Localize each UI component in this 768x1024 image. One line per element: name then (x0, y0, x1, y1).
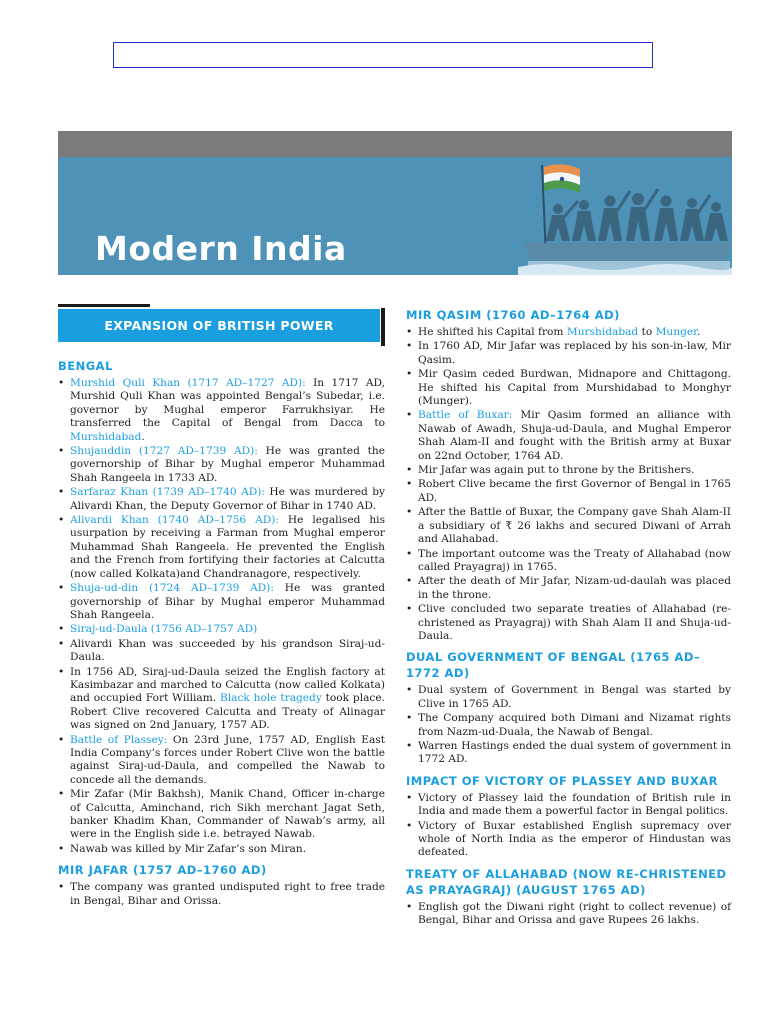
highlighted-term: Siraj-ud-Daula (1756 AD–1757 AD) (70, 623, 258, 636)
highlighted-term: Battle of Plassey: (70, 733, 168, 746)
bullet-text: Mir Qasim ceded Burdwan, Midnapore and Chittagong. He shifted his Capital from Murshidabad to Monghyr (Munger). (418, 368, 731, 408)
bullet-text: He shifted his Capital from (418, 326, 567, 338)
bullet-text: The important outcome was the Treaty of Allahabad (now called Prayagraj) in 1765. (418, 547, 731, 573)
bullet-text: English got the Diwani right (right to collect revenue) of Bengal, Bihar and Orissa and gave Rupees 26 lakhs. (418, 900, 731, 927)
highlighted-term: Battle of Buxar: (418, 409, 513, 422)
bullet-item (406, 792, 731, 819)
bullet-item (58, 881, 385, 908)
highlighted-term: Shujauddin (1727 AD–1739 AD): (70, 445, 258, 458)
bullet-text: Nawab was killed by Mir Zafar’s son Miran. (70, 842, 307, 855)
highlighted-term: Murshidabad (70, 430, 142, 443)
bullet-list (58, 377, 385, 856)
chapter-header (58, 157, 732, 275)
bullet-item (406, 326, 731, 339)
bullet-item (58, 377, 385, 444)
right-column (406, 301, 731, 929)
bullet-text: In 1717 AD, Murshid Quli Khan was appointed Bengal’s Subedar, i.e. governor by Mughal emperor Farrukhsiyar. He transferred the Capital of Bengal from Dacca to (70, 377, 385, 430)
section-heading: DUAL GOVERNMENT OF BENGAL (1765 AD–1772 AD) (406, 650, 701, 681)
bullet-item (58, 734, 385, 788)
bullet-text: On 23rd June, 1757 AD, English East India Company’s forces under Robert Clive won the battle against Siraj-ud-Daula, and compelled the Nawab to concede all the demands. (70, 733, 385, 786)
chapter-title: Modern India (95, 229, 347, 268)
highlighted-term: Sarfaraz Khan (1739 AD–1740 AD): (70, 486, 265, 499)
left-column (58, 300, 385, 909)
bullet-list (406, 792, 731, 860)
bullet-text: . (697, 326, 701, 338)
section-banner (58, 300, 385, 348)
bullet-item (406, 740, 731, 767)
bullet-item (406, 820, 731, 860)
bullet-item (406, 478, 731, 505)
section-heading: MIR QASIM (1760 AD–1764 AD) (406, 308, 620, 322)
right-sections (406, 307, 731, 928)
bullet-text: . (141, 430, 145, 443)
bullet-text: He was granted governorship of Bihar by Mughal emperor Muhammad Shah Rangeela. (70, 582, 385, 621)
section-heading: MIR JAFAR (1757 AD–1760 AD) (58, 863, 267, 878)
bullet-text: took place. Robert Clive recovered Calcutta and Treaty of Alinagar was signed on 2nd January, 1757 AD. (70, 692, 385, 732)
bullet-item (406, 712, 731, 739)
bullet-text: Alivardi Khan was succeeded by his grandson Siraj-ud-Daula. (70, 637, 385, 664)
bullet-item (406, 901, 731, 928)
bullet-item (406, 603, 731, 643)
bullet-text: Mir Zafar (Mir Bakhsh), Manik Chand, Officer in-charge of Calcutta, Aminchand, rich Sikh merchant Jagat Seth, banker Khadim Khan, Commander of Nawab’s army, all were in the English side i.e. betrayed Nawab. (70, 788, 385, 841)
bullet-item (58, 623, 385, 636)
bullet-text: Mir Jafar was again put to throne by the Britishers. (418, 464, 695, 477)
section-heading: BENGAL (58, 359, 113, 373)
bullet-item (58, 514, 385, 581)
highlighted-term: Black hole tragedy (220, 692, 322, 705)
left-sections (58, 358, 385, 908)
bullet-text: Robert Clive became the first Governor of Bengal in 1765 AD. (418, 478, 731, 504)
bullet-text: He was granted the governorship of Bihar by Mughal emperor Muhammad Shah Rangeela in 1733 AD. (70, 445, 385, 484)
bullet-list (406, 901, 731, 928)
banner-accent-line (58, 304, 150, 307)
bullet-item (406, 340, 731, 367)
top-frame (113, 42, 653, 68)
bullet-text: to (638, 326, 656, 338)
bullet-item (406, 368, 731, 408)
bullet-item (406, 409, 731, 463)
bullet-text: After the death of Mir Jafar, Nizam-ud-daulah was placed in the throne. (418, 575, 731, 601)
highlighted-term: Alivardi Khan (1740 AD–1756 AD): (70, 514, 279, 527)
bullet-text: Dual system of Government in Bengal was started by Clive in 1765 AD. (418, 684, 731, 710)
bullet-item (406, 575, 731, 602)
bullet-item (58, 445, 385, 485)
bullet-item (406, 684, 731, 711)
bullet-text: He was murdered by Alivardi Khan, the Deputy Governor of Bihar in 1740 AD. (70, 486, 385, 512)
bullet-item (58, 788, 385, 842)
section-heading: TREATY OF ALLAHABAD (NOW RE-CHRISTENED AS PRAYAGRAJ) (AUGUST 1765 AD) (406, 866, 727, 897)
highlighted-term: Murshid Quli Khan (1717 AD–1727 AD): (70, 377, 306, 389)
bullet-item (58, 666, 385, 733)
bullet-text: He legalised his usurpation by receiving a Farman from Mughal emperor Muhammad Shah Rangeela. He prevented the English and the French from fortifying their factories at Calcutta (now called Kolkata)and Chandranagore, respectively. (70, 514, 386, 580)
bullet-item (406, 506, 731, 546)
bullet-item (58, 843, 385, 856)
bullet-text: In 1756 AD, Siraj-ud-Daula seized the English factory at Kasimbazar and marched to Calcutta (now called Kolkata) and occupied Fort William. (70, 665, 385, 705)
bullet-text: After the Battle of Buxar, the Company gave Shah Alam-II a subsidiary of ₹ 26 lakhs and secured Diwani of Arrah and Allahabad. (418, 506, 731, 546)
highlighted-term: Shuja-ud-din (1724 AD–1739 AD): (70, 582, 274, 595)
bullet-text: Clive concluded two separate treaties of Allahabad (re-christened as Prayagraj) with Shah Alam II and Shuja-ud-Daula. (418, 603, 731, 642)
bullet-text: Warren Hastings ended the dual system of government in 1772 AD. (418, 739, 731, 766)
banner-accent-edge (381, 308, 385, 346)
bullet-item (406, 464, 731, 477)
bullet-list (406, 684, 731, 766)
freedom-march-illustration (518, 157, 732, 275)
bullet-list (406, 326, 731, 643)
banner-title: EXPANSION OF BRITISH POWER (58, 309, 380, 342)
bullet-text: The Company acquired both Dimani and Nizamat rights from Nazm-ud-Duala, the Nawab of Bengal. (418, 712, 731, 738)
bullet-text: The company was granted undisputed right to free trade in Bengal, Bihar and Orissa. (70, 881, 385, 907)
bullet-text: In 1760 AD, Mir Jafar was replaced by his son-in-law, Mir Qasim. (418, 340, 731, 366)
bullet-text: Victory of Plassey laid the foundation of British rule in India and made them a powerful factor in Bengal politics. (418, 791, 731, 818)
bullet-text: Mir Qasim formed an alliance with Nawab of Awadh, Shuja-ud-Daula, and Mughal Emperor Shah Alam-II and fought with the British army at Buxar on 22nd October, 1764 AD. (418, 409, 731, 462)
bullet-item (58, 582, 385, 622)
bullet-item (406, 548, 731, 575)
bullet-item (58, 486, 385, 513)
header-bar (58, 131, 732, 157)
highlighted-term: Murshidabad (566, 326, 639, 338)
bullet-text: Victory of Buxar established English supremacy over whole of North India as the emperor of Hindustan was defeated. (418, 819, 731, 859)
highlighted-term: Munger (655, 326, 698, 338)
section-heading: IMPACT OF VICTORY OF PLASSEY AND BUXAR (406, 773, 719, 788)
bullet-list (58, 881, 385, 908)
bullet-item (58, 638, 385, 665)
